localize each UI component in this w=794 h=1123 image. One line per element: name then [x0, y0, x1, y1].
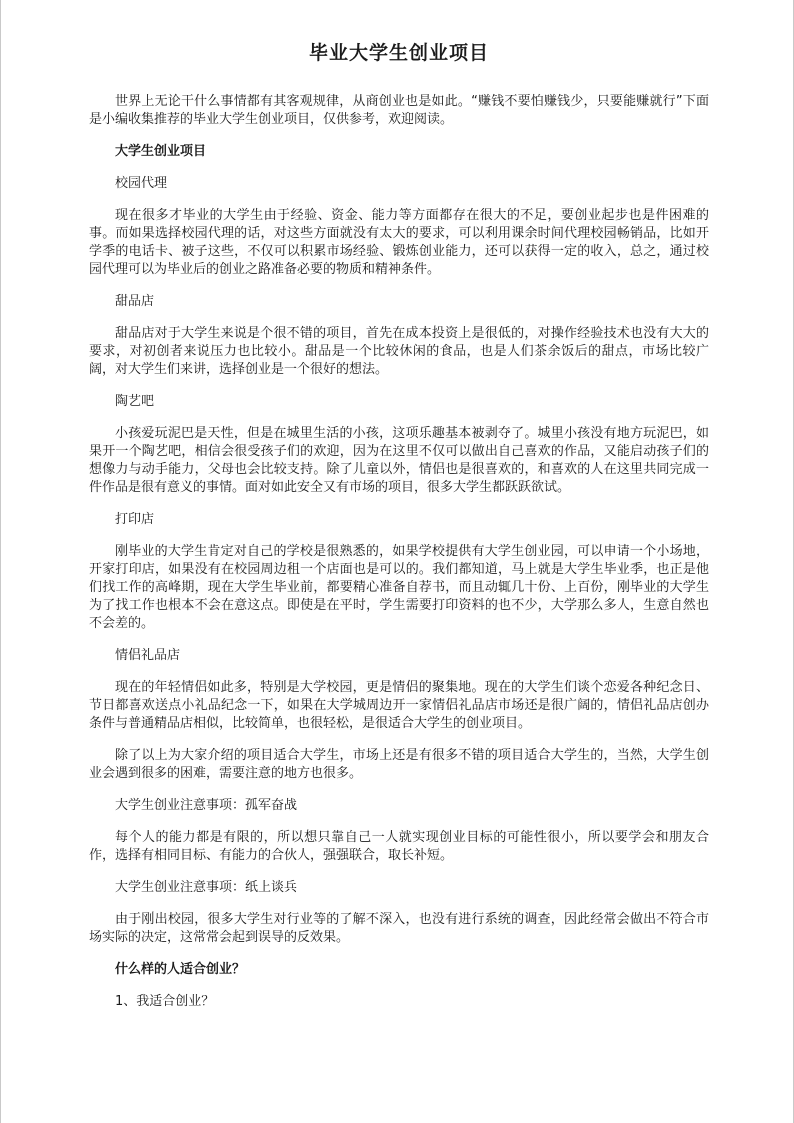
- subheading-couple-gift-shop: 情侣礼品店: [115, 648, 181, 663]
- paragraph-notice-armchair: 由于刚出校园，很多大学生对行业等的了解不深入，也没有进行系统的调查，因此经常会做出不符合市场实际的决定，这常常会起到误导的反效果。: [89, 912, 709, 945]
- subheading-print-shop: 打印店: [115, 512, 155, 527]
- section-heading-who-suits: 什么样的人适合创业？: [115, 962, 246, 977]
- doc-title: 毕业大学生创业项目: [308, 42, 489, 64]
- paragraph-question-1: 1、我适合创业？: [115, 994, 215, 1009]
- subheading-notice-lone-fight: 大学生创业注意事项：孤军奋战: [115, 798, 298, 813]
- paragraph-campus-agent: 现在很多才毕业的大学生由于经验、资金、能力等方面都存在很大的不足，要创业起步也是件困难的事。而如果选择校园代理的话，对这些方面就没有太大的要求，可以利用课余时间代理校园畅销品，比如开学季的电话卡、被子这些，不仅可以积累市场经验、锻炼创业能力，还可以获得一定的收入，总之，通过校园代理可以为毕业后的创业之路准备必要的物质和精神条件。: [89, 208, 709, 277]
- subheading-dessert-shop: 甜品店: [115, 294, 155, 309]
- paragraph-dessert-shop: 甜品店对于大学生来说是个很不错的项目，首先在成本投资上是很低的，对操作经验技术也没有大大的要求，对初创者来说压力也比较小。甜品是一个比较休闲的食品，也是人们茶余饭后的甜点，市场比较广阔，对大学生们来讲，选择创业是一个很好的想法。: [89, 326, 709, 377]
- paragraph-pottery-bar: 小孩爱玩泥巴是天性，但是在城里生活的小孩，这项乐趣基本被剥夺了。城里小孩没有地方玩泥巴，如果开一个陶艺吧，相信会很受孩子们的欢迎，因为在这里不仅可以做出自己喜欢的作品，又能启动孩子们的想像力与动手能力，父母也会比较支持。除了儿童以外，情侣也是很喜欢的，和喜欢的人在这里共同完成一件作品是很有意义的事情。面对如此安全又有市场的项目，很多大学生都跃跃欲试。: [89, 426, 709, 495]
- subheading-notice-armchair: 大学生创业注意事项：纸上谈兵: [115, 880, 298, 895]
- paragraph-intro: 世界上无论干什么事情都有其客观规律，从商创业也是如此。“赚钱不要怕赚钱少，只要能赚就行”下面是小编收集推荐的毕业大学生创业项目，仅供参考，欢迎阅读。: [89, 94, 709, 127]
- subheading-campus-agent: 校园代理: [115, 176, 168, 191]
- subheading-pottery-bar: 陶艺吧: [115, 394, 155, 409]
- paragraph-print-shop: 刚毕业的大学生肯定对自己的学校是很熟悉的，如果学校提供有大学生创业园，可以申请一个小场地，开家打印店，如果没有在校园周边租一个店面也是可以的。我们都知道，马上就是大学生毕业季，也正是他们找工作的高峰期，现在大学生毕业前，都要精心准备自荐书，而且动辄几十份、上百份，刚毕业的大学生为了找工作也根本不会在意这点。即使是在平时，学生需要打印资料的也不少，大学那么多人，生意自然也不会差的。: [89, 544, 709, 631]
- paragraph-notice-lone-fight: 每个人的能力都是有限的，所以想只靠自己一人就实现创业目标的可能性很小，所以要学会和朋友合作，选择有相同目标、有能力的合伙人，强强联合，取长补短。: [89, 830, 709, 863]
- paragraph-summary: 除了以上为大家介绍的项目适合大学生，市场上还是有很多不错的项目适合大学生的，当然，大学生创业会遇到很多的困难，需要注意的地方也很多。: [89, 748, 709, 781]
- paragraph-couple-gift-shop: 现在的年轻情侣如此多，特别是大学校园，更是情侣的聚集地。现在的大学生们谈个恋爱各种纪念日、节日都喜欢送点小礼品纪念一下，如果在大学城周边开一家情侣礼品店市场还是很广阔的，情侣礼品店创办条件与普通精品店相似，比较简单，也很轻松，是很适合大学生的创业项目。: [89, 680, 709, 731]
- section-heading-projects: 大学生创业项目: [115, 144, 207, 159]
